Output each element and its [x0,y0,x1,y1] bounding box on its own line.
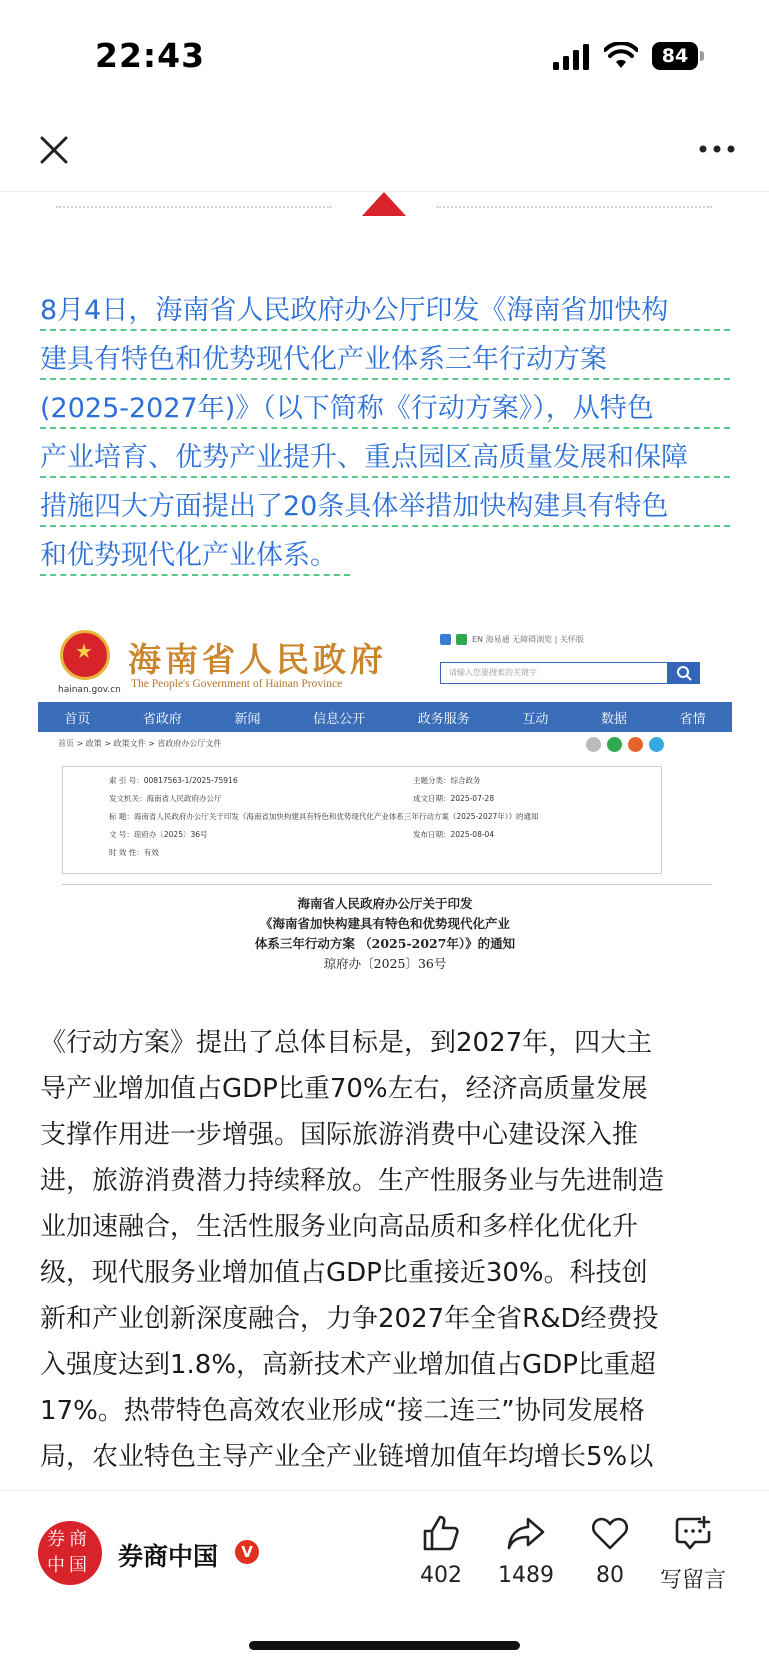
share-icon [586,737,601,752]
info-date-published: 发布日期：2025-08-04 [413,830,495,839]
info-category: 主题分类：综合政务 [413,776,481,785]
gov-doc-info [62,766,662,874]
info-date-made: 成文日期：2025-07-28 [413,794,495,803]
gov-site-header [38,622,732,702]
share-arrow-icon [506,1513,546,1553]
weibo-icon [440,634,451,645]
divider [62,884,712,885]
cellular-signal-icon [553,44,593,70]
info-title: 标 题：海南省人民政府办公厅关于印发《海南省加快构建具有特色和优势现代化产业体系三年行动方案（2025-2027年）》的通知 [109,812,539,821]
wechat-icon [607,737,622,752]
account-name[interactable]: 券商中国 [118,1542,219,1571]
info-index: 索 引 号：00817563-1/2025-75916 [109,776,238,785]
info-doc-number: 文 号：琼府办〔2025〕36号 [109,830,208,839]
gov-menu-item: 政务服务 [417,711,470,727]
body-line: 《行动方案》提出了总体目标是，到2027年，四大主 [40,1028,653,1058]
body-line: 局，农业特色主导产业全产业链增加值年均增长5%以 [40,1442,654,1472]
bottom-action-bar [0,1490,769,1665]
gov-site-name-en: The People's Government of Hainan Province [131,678,343,690]
favorite-button[interactable] [565,1513,655,1603]
favorite-count: 80 [596,1563,624,1588]
gov-menu-item: 信息公开 [313,711,366,727]
gov-breadcrumb: 首页 > 政策 > 政策文件 > 省政府办公厅文件 [58,739,222,748]
article-body [40,1020,730,1490]
wifi-icon [604,42,638,70]
intro-line: 和优势现代化产业体系。 [40,531,730,580]
home-indicator[interactable] [249,1641,520,1650]
comment-add-icon [673,1513,713,1553]
battery-cap [700,51,704,61]
heart-icon [590,1513,630,1553]
section-divider [0,192,769,232]
body-line: 17%。热带特色高效农业形成“接二连三”协同发展格 [40,1396,645,1426]
battery-level: 84 [652,42,698,70]
like-button[interactable] [396,1513,486,1603]
divider-dots-right [436,206,712,208]
status-bar [0,0,769,110]
body-line: 新和产业创新深度融合，力争2027年全省R&D经费投 [40,1304,659,1334]
gov-menu-item: 省政府 [142,711,182,727]
comment-label: 写留言 [659,1568,726,1593]
body-line: 入强度达到1.8%，高新技术产业增加值占GDP比重超 [40,1350,656,1380]
thumbs-up-icon [421,1513,461,1553]
intro-line: 产业培育、优势产业提升、重点园区高质量发展和保障 [40,433,730,482]
close-icon[interactable] [36,132,72,168]
account-avatar[interactable]: 券商中国 [38,1521,102,1585]
search-icon [668,662,700,684]
intro-paragraph[interactable] [40,286,730,580]
share-count: 1489 [498,1563,554,1588]
intro-line: 措施四大方面提出了20条具体举措加快构建具有特色 [40,482,730,531]
article-image[interactable] [38,622,732,974]
triangle-marker-icon [362,192,406,216]
gov-share-icons [586,734,686,752]
gov-search-input: 请输入您要搜索的关键字 [440,662,668,684]
share-button[interactable] [481,1513,571,1603]
verified-badge-icon: V [235,1540,259,1564]
like-count: 402 [420,1563,462,1588]
weibo-icon [628,737,643,752]
status-time: 22:43 [95,36,206,75]
info-validity: 时 效 性：有效 [109,848,159,857]
body-line: 导产业增加值占GDP比重70%左右，经济高质量发展 [40,1074,648,1104]
gov-menu [38,702,732,732]
body-line: 级，现代服务业增加值占GDP比重接近30%。科技创 [40,1258,648,1288]
wechat-icon [456,634,467,645]
gov-site-name: 海南省人民政府 [128,640,387,679]
nav-bar [0,110,769,192]
national-emblem-icon: ★ [60,630,110,680]
intro-line: (2025-2027年)》（以下简称《行动方案》），从特色 [40,384,730,433]
comment-button[interactable] [648,1513,738,1603]
intro-line: 8月4日，海南省人民政府办公厅印发《海南省加快构 [40,286,730,335]
gov-menu-item: 省情 [679,711,706,727]
more-options-icon[interactable] [697,142,737,156]
body-line: 支撑作用进一步增强。国际旅游消费中心建设深入推 [40,1120,639,1150]
body-line: 进，旅游消费潜力持续释放。生产性服务业与先进制造 [40,1166,665,1196]
body-line: 业加速融合，生活性服务业向高品质和多样化优化升 [40,1212,639,1242]
gov-menu-item: 首页 [64,711,91,727]
gov-toolbar: EN 海易通 无障碍浏览 | 关怀版 [440,634,730,650]
gov-domain: hainan.gov.cn [58,685,121,695]
gov-menu-item: 互动 [522,711,549,727]
info-issuer: 发文机关：海南省人民政府办公厅 [109,794,222,803]
divider-dots-left [56,206,332,208]
gov-menu-item: 数据 [601,711,628,727]
intro-line: 建具有特色和优势现代化产业体系三年行动方案 [40,335,730,384]
battery-indicator [652,42,704,70]
gov-menu-item: 新闻 [234,711,261,727]
gov-doc-title: 海南省人民政府办公厅关于印发 《海南省加快构建具有特色和优势现代化产业 体系三年行动方案 （2025-2027年）》的通知 琼府办〔2025〕36号 [254,896,516,971]
qzone-icon [649,737,664,752]
